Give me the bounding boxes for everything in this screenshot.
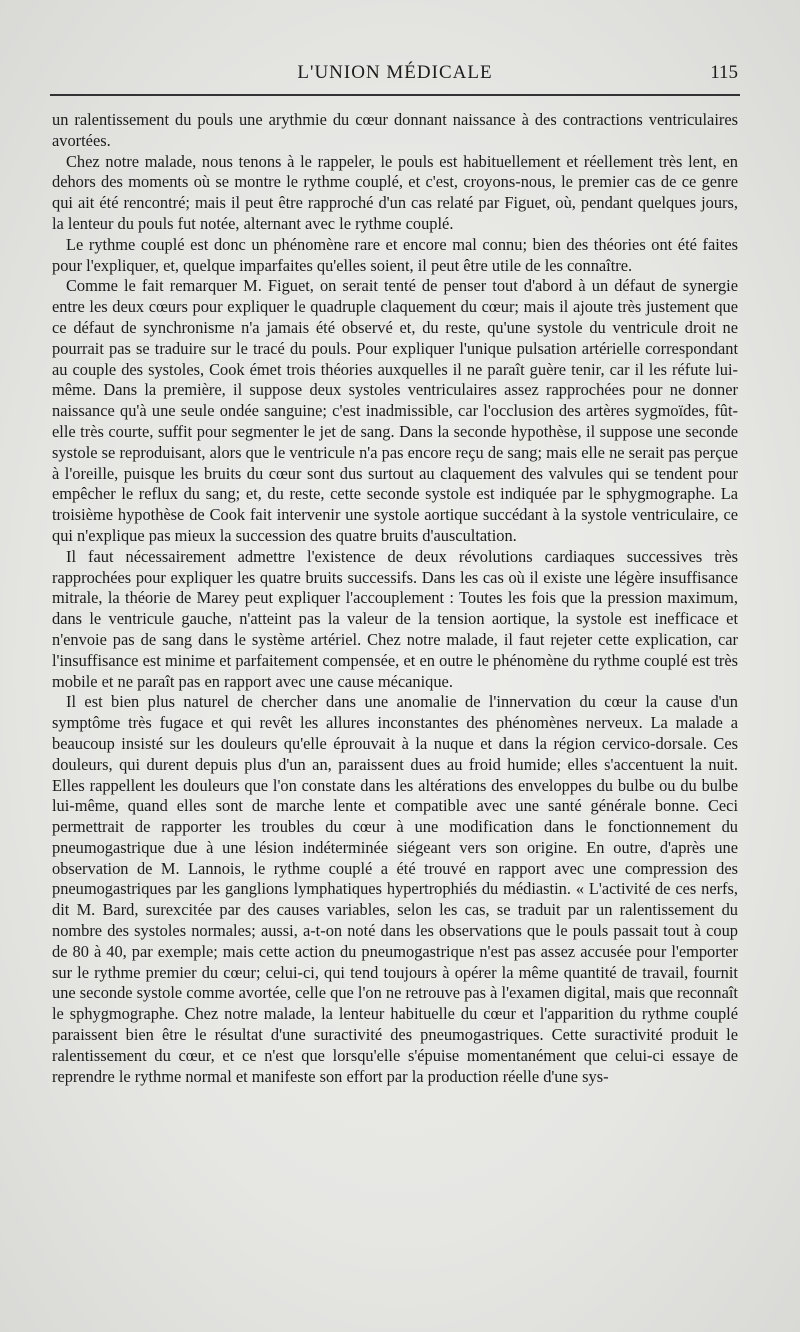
- header-rule: [50, 94, 740, 96]
- journal-title: L'UNION MÉDICALE: [297, 62, 493, 83]
- running-head: [50, 60, 740, 90]
- paragraph-6: Il est bien plus naturel de chercher dans une anomalie de l'innervation du cœur la cause d'un symptôme très fugace et qui revêt les allures inconstantes des phénomènes nerveux. La malade a beaucoup insisté sur les douleurs qu'elle éprouvait à la nuque et dans la région cervico-dorsale. Ces douleurs, qui durent depuis plus d'un an, paraissent dues au froid humide; elles s'accentuent la nuit. Elles rappellent les douleurs que l'on constate dans les altérations des enveloppes du bulbe ou du bulbe lui-même, quand elles sont de marche lente et compatible avec une santé générale bonne. Ceci permettrait de rapporter les troubles du cœur à une modification dans le fonctionnement du pneumogastrique due à une lésion indéterminée siégeant vers son origine. En outre, d'après une observation de M. Lannois, le rythme couplé a été trouvé en rapport avec une compression des pneumogastriques par les ganglions lymphatiques hypertrophiés du médiastin. « L'activité de ces nerfs, dit M. Bard, surexcitée par des causes variables, selon les cas, se traduit par un ralentissement du nombre des systoles normales; aussi, a-t-on noté dans les observations que le pouls passait tout à coup de 80 à 40, par exemple; mais cette action du pneumogastrique n'est pas assez accusée pour l'emporter sur le rythme premier du cœur; celui-ci, qui tend toujours à opérer la même quantité de travail, fournit une seconde systole comme avortée, celle que l'on ne retrouve pas à l'examen digital, mais que reconnaît le sphygmographe. Chez notre malade, la lenteur habituelle du cœur et l'apparition du rythme couplé paraissent bien être le résultat d'une suractivité des pneumogastriques. Cette suractivité produit le ralentissement du cœur, et ce n'est que lorsqu'elle s'épuise momentanément que celui-ci essaye de reprendre le rythme normal et manifeste son effort par la production réelle d'une sys-: [52, 692, 738, 1086]
- body-text: [52, 110, 738, 1087]
- paragraph-3: Le rythme couplé est donc un phénomène rare et encore mal connu; bien des théories ont été faites pour l'expliquer, et, quelque imparfaites qu'elles soient, il peut être utile de les connaître.: [52, 234, 738, 275]
- paragraph-4: Comme le fait remarquer M. Figuet, on serait tenté de penser tout d'abord à un défaut de synergie entre les deux cœurs pour expliquer le quadruple claquement du cœur; mais il ajoute très justement que ce défaut de synchronisme n'a jamais été observé et, du reste, qu'une systole du ventricule droit ne pourrait pas se traduire sur le tracé du pouls. Pour expliquer l'unique pulsation artérielle correspondant au couple des systoles, Cook émet trois théories auxquelles il ne paraît guère tenir, car il les réfute lui-même. Dans la première, il suppose deux systoles ventriculaires assez rapprochées pour ne donner naissance qu'à une seule ondée sanguine; c'est inadmissible, car l'occlusion des artères sygmoïdes, fût-elle très courte, suffit pour segmenter le jet de sang. Dans la seconde hypothèse, il suppose une seconde systole se reproduisant, alors que le ventricule n'a pas encore reçu de sang; mais elle ne serait pas perçue à l'oreille, puisque les bruits du cœur sont dus surtout au claquement des valvules qui se tendent pour empêcher le reflux du sang; et, du reste, cette seconde systole est indiquée par le sphygmographe. La troisième hypothèse de Cook fait intervenir une systole aortique succédant à la systole ventriculaire, ce qui n'explique pas mieux la succession des quatre bruits d'auscultation.: [52, 276, 738, 545]
- paragraph-5: Il faut nécessairement admettre l'existence de deux révolutions cardiaques successives très rapprochées pour expliquer les quatre bruits successifs. Dans les cas où il existe une légère insuffisance mitrale, la théorie de Marey peut expliquer l'accouplement : Toutes les fois que la pression maximum, dans le ventricule gauche, n'atteint pas la valeur de la tension aortique, la systole est inefficace et n'envoie pas de sang dans le système artériel. Chez notre malade, il faut rejeter cette explication, car l'insuffisance est minime et parfaitement compensée, et en outre le phénomène du rythme couplé est très mobile et ne paraît pas en rapport avec une cause mécanique.: [52, 546, 738, 691]
- paragraph-2: Chez notre malade, nous tenons à le rappeler, le pouls est habituellement et réellement très lent, en dehors des moments où se montre le rythme couplé, et c'est, croyons-nous, le premier cas de ce genre qui ait été rencontré; mais il peut être rapproché d'un cas relaté par Figuet, où, pendant quelques jours, la lenteur du pouls fut notée, alternant avec le rythme couplé.: [52, 151, 738, 233]
- paragraph-1: un ralentissement du pouls une arythmie du cœur donnant naissance à des contractions ventriculaires avortées.: [52, 110, 738, 150]
- page-number: 115: [710, 62, 738, 83]
